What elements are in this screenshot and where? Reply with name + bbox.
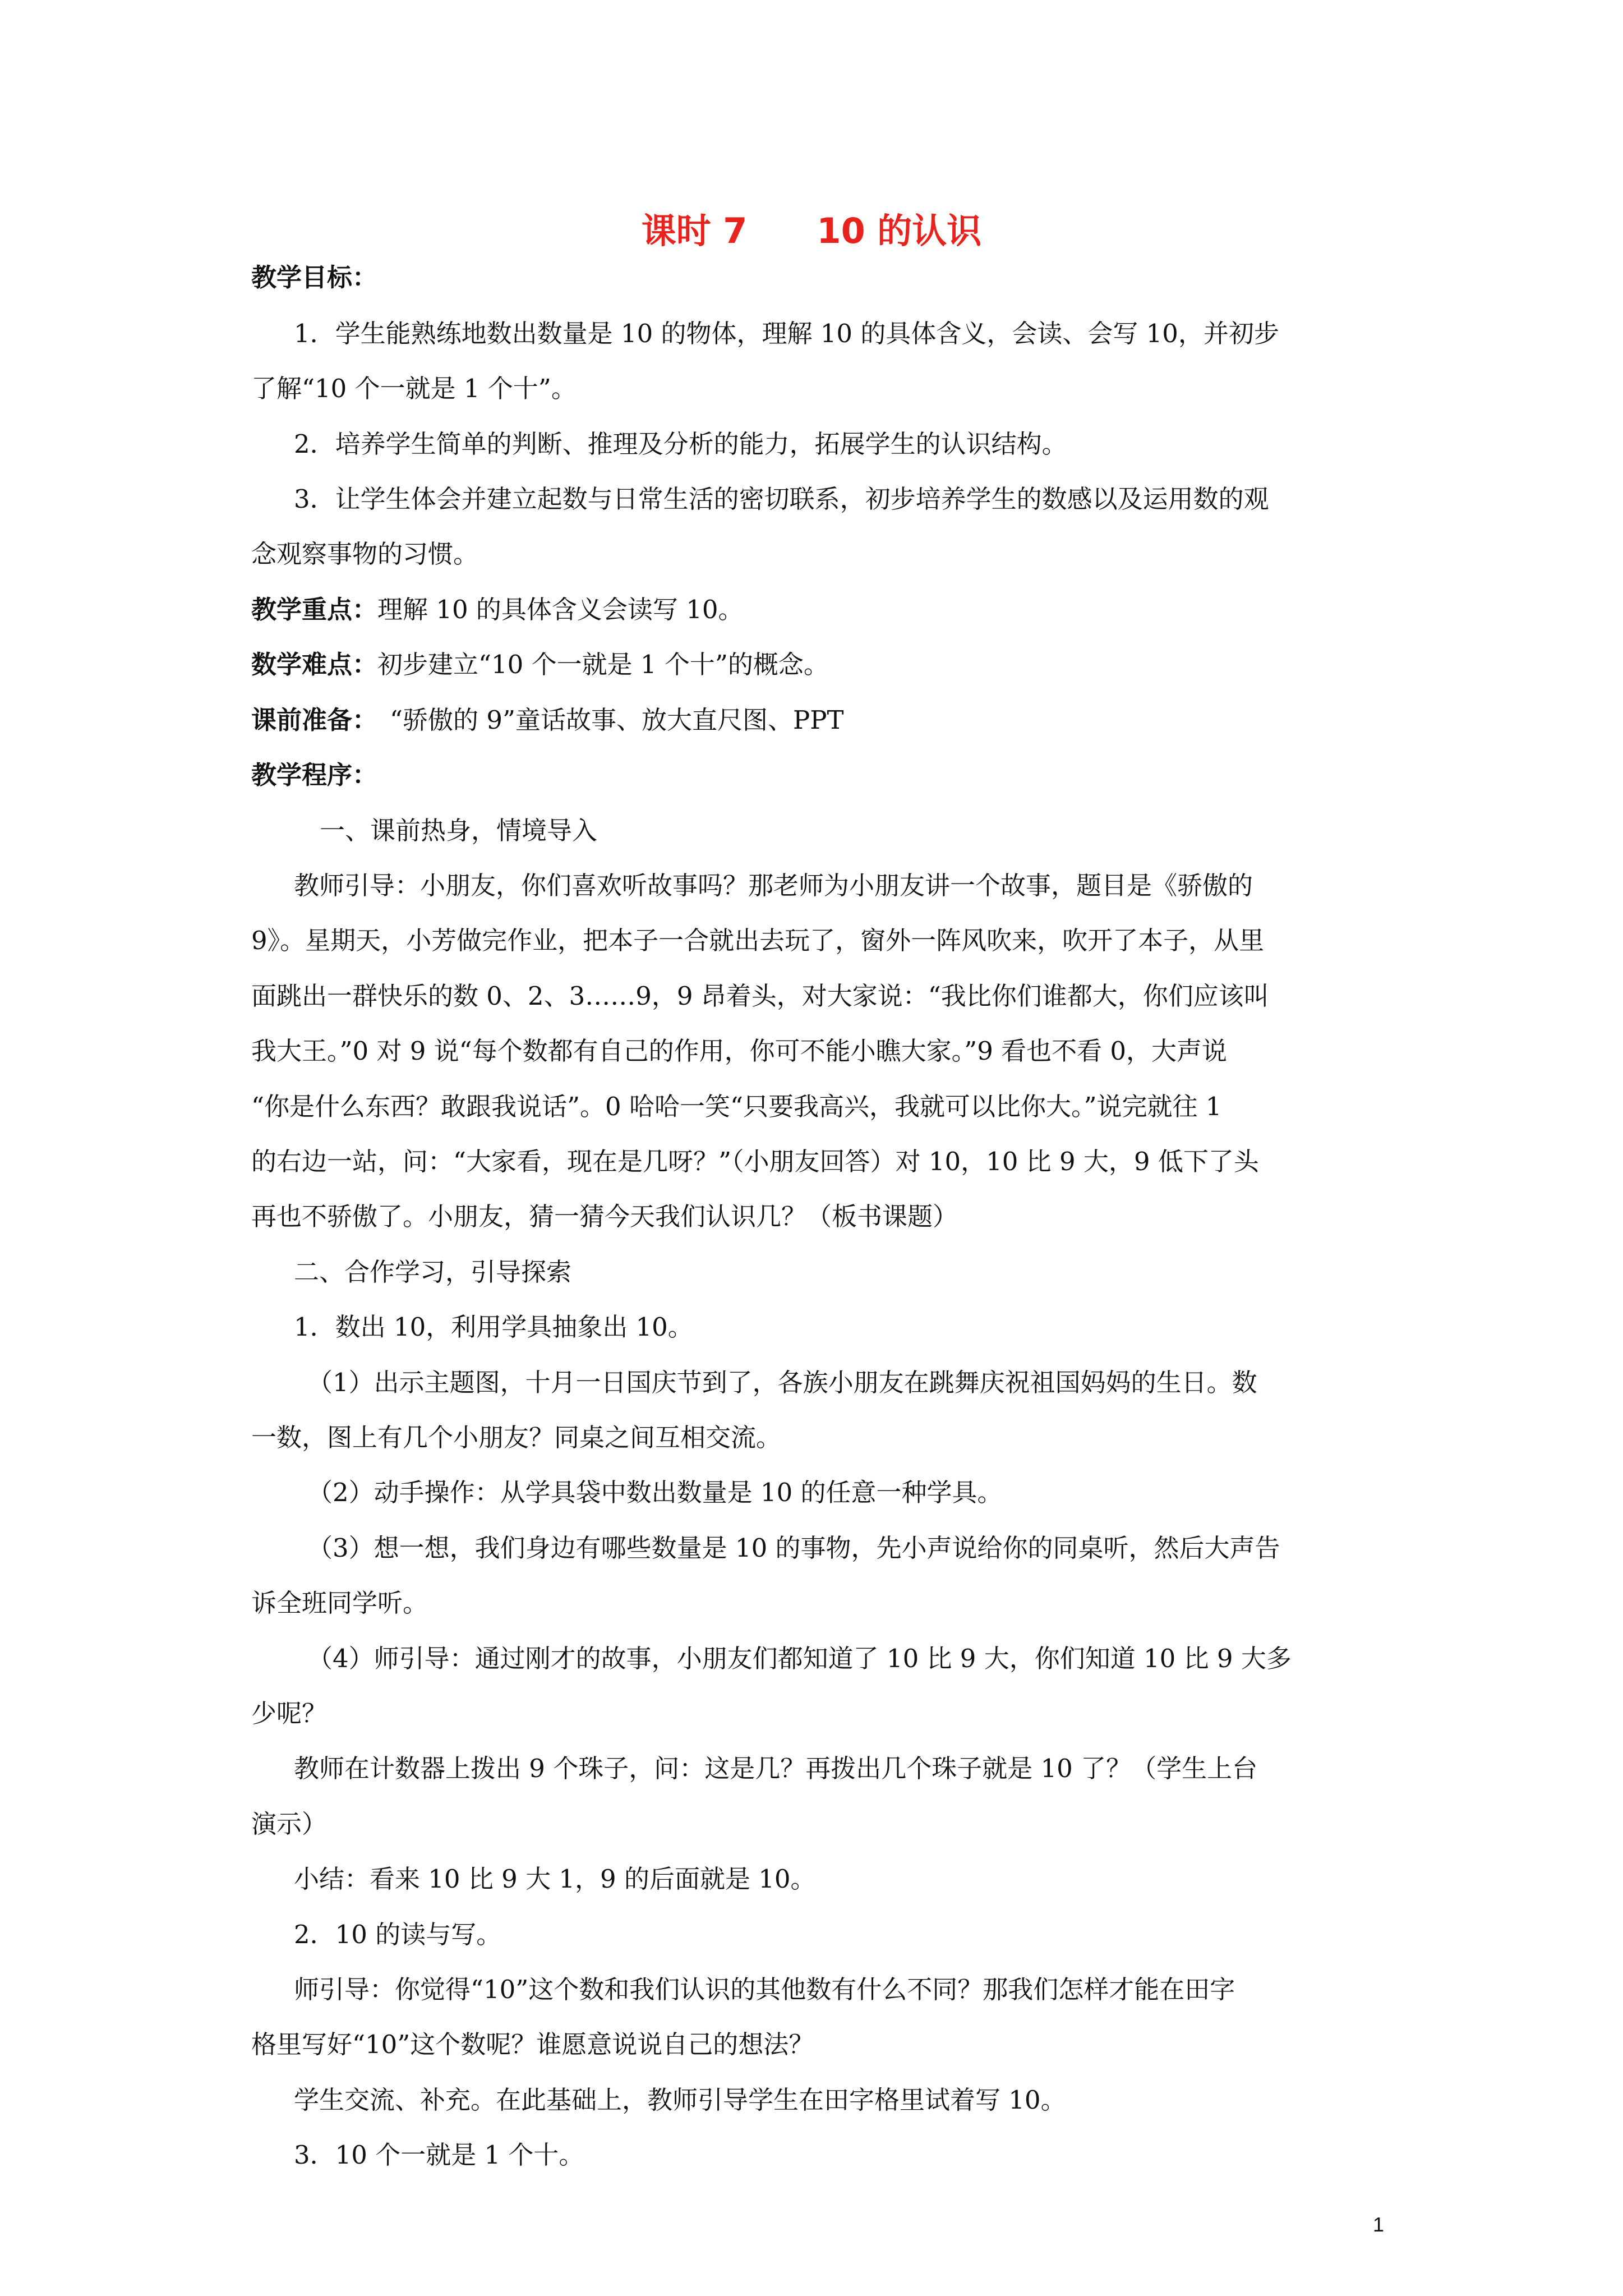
key-point-row <box>251 593 743 627</box>
summary-line: 小结：看来 10 比 9 大 1，9 的后面就是 10。 <box>294 1864 816 1894</box>
step-1-2: （2）动手操作：从学具袋中数出数量是 10 的任意一种学具。 <box>307 1478 1003 1507</box>
prep-label: 课前准备： <box>251 705 378 735</box>
story-line-6: 的右边一站，问：“大家看，现在是几呀？”（小朋友回答）对 10，10 比 9 大，9 低下了头 <box>251 1147 1259 1176</box>
step-1-4-line-2: 少呢？ <box>251 1699 328 1728</box>
prep-row <box>251 703 844 737</box>
abacus-line-1: 教师在计数器上拨出 9 个珠子，问：这是几？再拨出几个珠子就是 10 了？（学生上台 <box>294 1754 1258 1783</box>
section-2-heading: 二、合作学习，引导探索 <box>294 1257 572 1287</box>
step-1-3-line-2: 诉全班同学听。 <box>251 1588 428 1618</box>
objective-3-line-2: 念观察事物的习惯。 <box>251 539 479 569</box>
step-1-1-line-2: 一数，图上有几个小朋友？同桌之间互相交流。 <box>251 1423 782 1452</box>
procedure-heading: 教学程序： <box>251 760 378 790</box>
abacus-line-2: 演示） <box>251 1809 328 1839</box>
story-line-3: 面跳出一群快乐的数 0、2、3……9，9 昂着头，对大家说：“我比你们谁都大，你们应该叫 <box>251 981 1269 1011</box>
objective-3-line-1: 3．让学生体会并建立起数与日常生活的密切联系，初步培养学生的数感以及运用数的观 <box>294 484 1269 514</box>
section-1-heading: 一、课前热身，情境导入 <box>320 816 598 845</box>
step-2-heading: 2．10 的读与写。 <box>294 1920 502 1949</box>
step-2-line-3: 学生交流、补充。在此基础上，教师引导学生在田字格里试着写 10。 <box>294 2085 1066 2115</box>
key-point-label: 教学重点： <box>251 595 378 624</box>
page-number: 1 <box>1373 2213 1385 2236</box>
story-line-2: 9》。星期天，小芳做完作业，把本子一合就出去玩了，窗外一阵风吹来，吹开了本子，从里 <box>251 926 1265 955</box>
prep-text: “骄傲的 9”童话故事、放大直尺图、PPT <box>390 705 844 735</box>
objective-2: 2．培养学生简单的判断、推理及分析的能力，拓展学生的认识结构。 <box>294 429 1067 459</box>
document-title: 课时 7 10 的认识 <box>641 210 982 251</box>
step-2-line-1: 师引导：你觉得“10”这个数和我们认识的其他数有什么不同？那我们怎样才能在田字 <box>294 1975 1235 2004</box>
objective-1-line-2: 了解“10 个一就是 1 个十”。 <box>251 374 577 403</box>
step-1-4-line-1: （4）师引导：通过刚才的故事，小朋友们都知道了 10 比 9 大，你们知道 10 比 9 大多 <box>307 1644 1292 1673</box>
step-3-heading: 3．10 个一就是 1 个十。 <box>294 2140 584 2170</box>
step-2-line-2: 格里写好“10”这个数呢？谁愿意说说自己的想法？ <box>251 2030 814 2059</box>
story-line-4: 我大王。”0 对 9 说“每个数都有自己的作用，你可不能小瞧大家。”9 看也不看 0，大声说 <box>251 1036 1228 1066</box>
step-1-3-line-1: （3）想一想，我们身边有哪些数量是 10 的事物，先小声说给你的同桌听，然后大声告 <box>307 1533 1280 1563</box>
story-line-5: “你是什么东西？敢跟我说话”。0 哈哈一笑“只要我高兴，我就可以比你大。”说完就往 1 <box>251 1092 1222 1121</box>
story-line-1: 教师引导：小朋友，你们喜欢听故事吗？那老师为小朋友讲一个故事，题目是《骄傲的 <box>294 871 1253 900</box>
key-point-text: 理解 10 的具体含义会读写 10。 <box>377 595 744 624</box>
step-1-1-line-1: （1）出示主题图，十月一日国庆节到了，各族小朋友在跳舞庆祝祖国妈妈的生日。数 <box>307 1368 1257 1397</box>
objectives-heading: 教学目标： <box>251 263 378 292</box>
difficulty-text: 初步建立“10 个一就是 1 个十”的概念。 <box>377 650 829 679</box>
difficulty-row <box>251 648 829 682</box>
objective-1-line-1: 1．学生能熟练地数出数量是 10 的物体，理解 10 的具体含义，会读、会写 10，并初步 <box>294 319 1279 348</box>
story-line-7: 再也不骄傲了。小朋友，猜一猜今天我们认识几？（板书课题） <box>251 1202 958 1231</box>
difficulty-label: 数学难点： <box>251 650 378 679</box>
step-1-heading: 1．数出 10，利用学具抽象出 10。 <box>294 1312 693 1342</box>
